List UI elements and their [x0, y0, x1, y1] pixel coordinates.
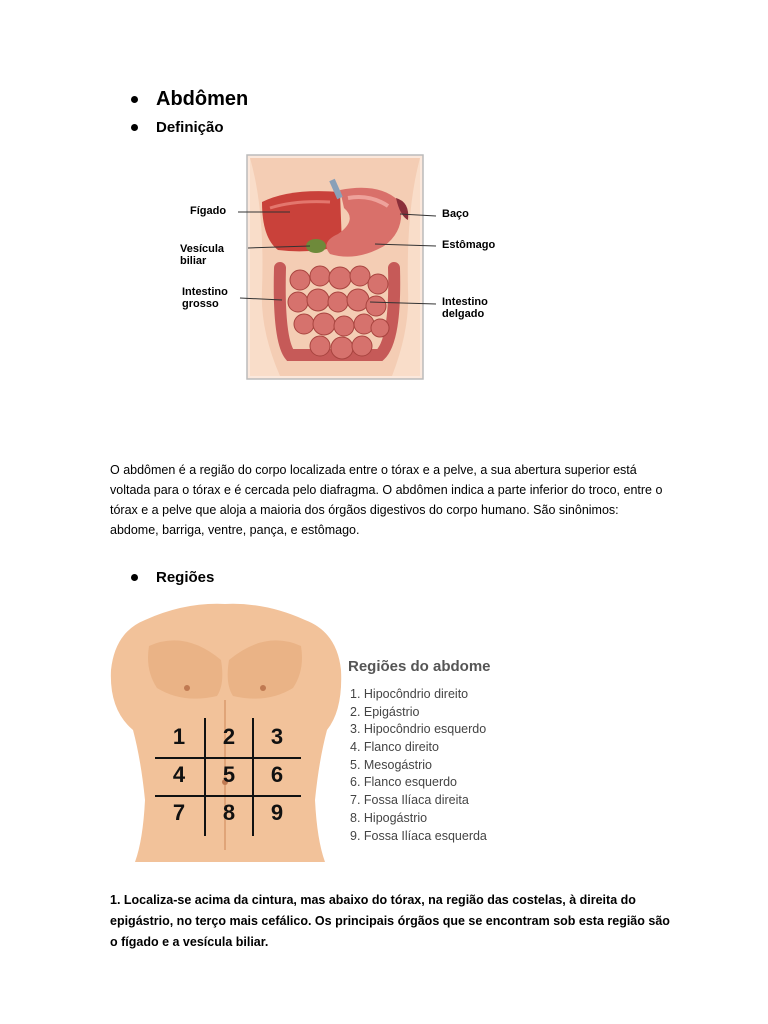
bullet-icon [131, 574, 138, 581]
heading-abdomen-text: Abdômen [156, 88, 249, 110]
label-intestino-delgado: Intestino delgado [442, 296, 488, 320]
list-item: 3. Hipocôndrio esquerdo [350, 722, 487, 737]
heading-definition [131, 119, 224, 136]
list-item: 5. Mesogástrio [350, 757, 432, 772]
list-item: 6. Flanco esquerdo [350, 775, 458, 790]
region-1-paragraph: 1. Localiza-se acima da cintura, mas abaixo do tórax, na região das costelas, à direita do epigástrio, no terço mais cefálico. Os principais órgãos que se encontram sob esta região são o fígado e a vesícula biliar. [110, 892, 670, 949]
heading-regions [131, 569, 214, 586]
region-number: 9 [270, 800, 284, 825]
list-item: 9. Fossa Ilíaca esquerda [350, 828, 487, 843]
region-number: 4 [172, 762, 186, 787]
region-number: 1 [172, 724, 186, 749]
list-item: 2. Epigástrio [350, 704, 420, 719]
region-number: 7 [172, 800, 186, 825]
regions-title: Regiões do abdome [348, 658, 491, 675]
list-item: 4. Flanco direito [350, 740, 439, 755]
region-number: 8 [222, 800, 236, 825]
label-vesicula: Vesícula biliar [180, 243, 225, 267]
organs-drawing [170, 150, 520, 410]
bullet-icon [131, 96, 138, 103]
heading-definition-text: Definição [156, 119, 224, 136]
list-item: 7. Fossa Ilíaca direita [350, 793, 469, 808]
label-baco: Baço [442, 208, 469, 220]
region-number: 5 [222, 762, 236, 787]
definition-paragraph: O abdômen é a região do corpo localizada entre o tórax e a pelve, a sua abertura superior está voltada para o tórax e é cercada pelo diafragma. O abdômen indica a parte inferior do troco, entre o tórax e a pelve que aloja a maioria dos órgãos digestivos do corpo humano. São sinônimos: abdome, barriga, ventre, pança, e estômago. [110, 462, 663, 537]
label-intestino-grosso: Intestino grosso [182, 286, 228, 310]
label-estomago: Estômago [442, 239, 496, 251]
regions-list [350, 686, 487, 845]
heading-abdomen [131, 88, 248, 111]
region-number: 6 [270, 762, 284, 787]
organs-illustration [170, 150, 520, 410]
region-number: 3 [270, 724, 284, 749]
bullet-icon [131, 124, 138, 131]
list-item: 8. Hipogástrio [350, 810, 428, 825]
list-item: 1. Hipocôndrio direito [350, 687, 469, 701]
label-figado: Fígado [190, 205, 227, 217]
heading-regions-text: Regiões [156, 569, 215, 586]
region-number: 2 [222, 724, 236, 749]
